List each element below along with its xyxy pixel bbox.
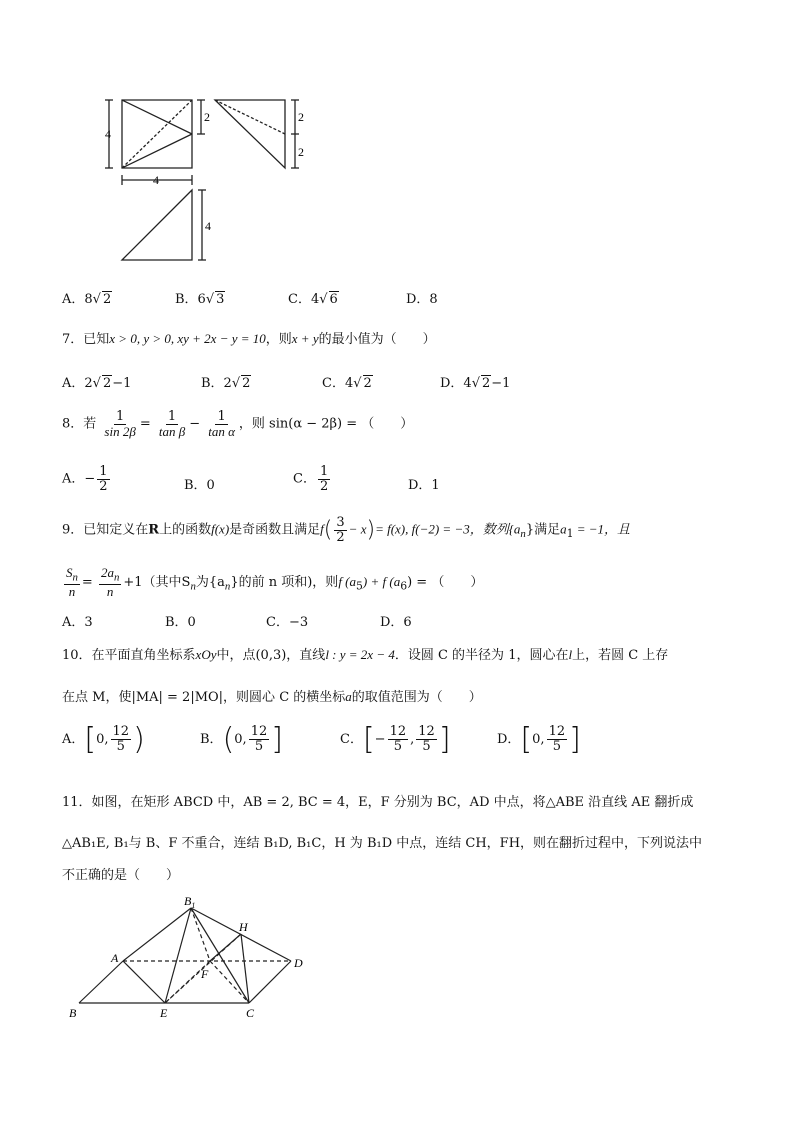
dim-side-upper-label: 2 [298, 110, 304, 124]
q9-option-a[interactable]: A．3 [62, 615, 93, 630]
q8-fraction-3: $\frac{1}{\text{tan α}}$ [208, 409, 235, 439]
q7-option-b[interactable]: B．2√ 2 [201, 376, 251, 391]
dim-width-label: 4 [153, 173, 159, 187]
label-b1: $B_1$ [184, 894, 196, 910]
q7-option-a[interactable]: A．2√ 2−1 [62, 376, 132, 391]
q7-option-c[interactable]: C．4√ 2 [322, 376, 372, 391]
q9-stem-line2: $\frac{S_n}{n}$ = $\frac{2a_n}{n}$ +1（其中$S_n$为$\{a_n\}$的前 n 项和)，则f $(a_5) + f$ $(a_6)$ = （ ） [66, 565, 484, 599]
label-f: F [201, 967, 209, 981]
q10-option-c[interactable]: C．[− $\frac{12}{5}$ , $\frac{12}{5}$ ] [340, 722, 451, 757]
q8-fraction-2: $\frac{1}{\text{tan β}}$ [158, 409, 186, 439]
dim-right-label: 2 [204, 110, 210, 124]
q11-stem-line1: 11．如图，在矩形 ABCD 中，AB = 2, BC = 4，E，F 分别为 BC，AD 中点，将△ABE 沿直线 AE 翻折成 [62, 795, 694, 810]
q10-option-d[interactable]: D．[0, $\frac{12}{5}$ ] [497, 722, 581, 757]
label-h: H [239, 920, 248, 934]
dim-left-label: 4 [105, 127, 111, 141]
q8-option-a[interactable]: A．− $\frac{1}{2}$ [62, 464, 108, 494]
q10-stem-line2: 在点 M，使|MA| = 2|MO|，则圆心 C 的横坐标a的取值范围为（ ） [62, 689, 482, 705]
q10-stem-line1: 10．在平面直角坐标系xOy中，点(0,3)，直线l : y = 2x − 4．设圆 C 的半径为 1，圆心在l上，若圆 C 上存 [62, 647, 669, 663]
q9-stem-line1: 9．已知定义在R上的函数f(x)是奇函数且满足f( $\frac{3}{2}$ − x)= f(x), f(−2) = −3，数列$\{a_n\}$满足$a_1 = -1$，且 [62, 515, 631, 545]
q6-option-a[interactable]: A．8√ 2 [62, 292, 112, 307]
q9-option-b[interactable]: B．0 [165, 615, 196, 630]
label-c: C [246, 1006, 255, 1020]
q6-option-d[interactable]: D．8 [406, 292, 438, 307]
q8-fraction-1: $\frac{1}{\sin 2\beta}$ [104, 409, 136, 439]
q11-stem-line2: △AB₁E, B₁与 B、F 不重合，连结 B₁D, B₁C，H 为 B₁D 中点，连结 CH，FH，则在翻折过程中，下列说法中 [62, 836, 703, 851]
three-view-figure [95, 90, 320, 270]
q8-option-b[interactable]: B．0 [184, 478, 215, 493]
dim-top-label: 4 [205, 219, 211, 233]
label-a: A [111, 951, 119, 965]
label-b: B [69, 1006, 77, 1020]
q7-stem: 7．已知x > 0, y > 0, xy + 2x − y = 10，则x + y的最小值为（ ） [62, 331, 436, 347]
q8-option-d[interactable]: D．1 [408, 478, 440, 493]
dim-side-lower-label: 2 [298, 145, 304, 159]
q9-option-c[interactable]: C．−3 [266, 615, 309, 630]
q7-option-d[interactable]: D．4√ 2−1 [440, 376, 511, 391]
q8-stem: 8．若 $\frac{1}{\sin 2\beta}$ = $\frac{1}{\text{tan β}}$ − $\frac{1}{\text{tan α}}$ ，则 sin(α − 2β) = （ ） [62, 409, 414, 439]
q6-option-b[interactable]: B．6√ 3 [175, 292, 225, 307]
q6-option-c[interactable]: C．4√ 6 [288, 292, 338, 307]
q11-stem-line3: 不正确的是（ ） [62, 868, 180, 883]
q8-option-c[interactable]: C． $\frac{1}{2}$ [293, 464, 329, 494]
label-d: D [294, 956, 303, 970]
q10-option-a[interactable]: A．[0, $\frac{12}{5}$ ) [62, 722, 145, 757]
folding-figure [65, 893, 325, 1023]
label-e: E [160, 1006, 168, 1020]
q10-option-b[interactable]: B．(0, $\frac{12}{5}$ ] [200, 722, 283, 757]
q9-option-d[interactable]: D．6 [380, 615, 412, 630]
